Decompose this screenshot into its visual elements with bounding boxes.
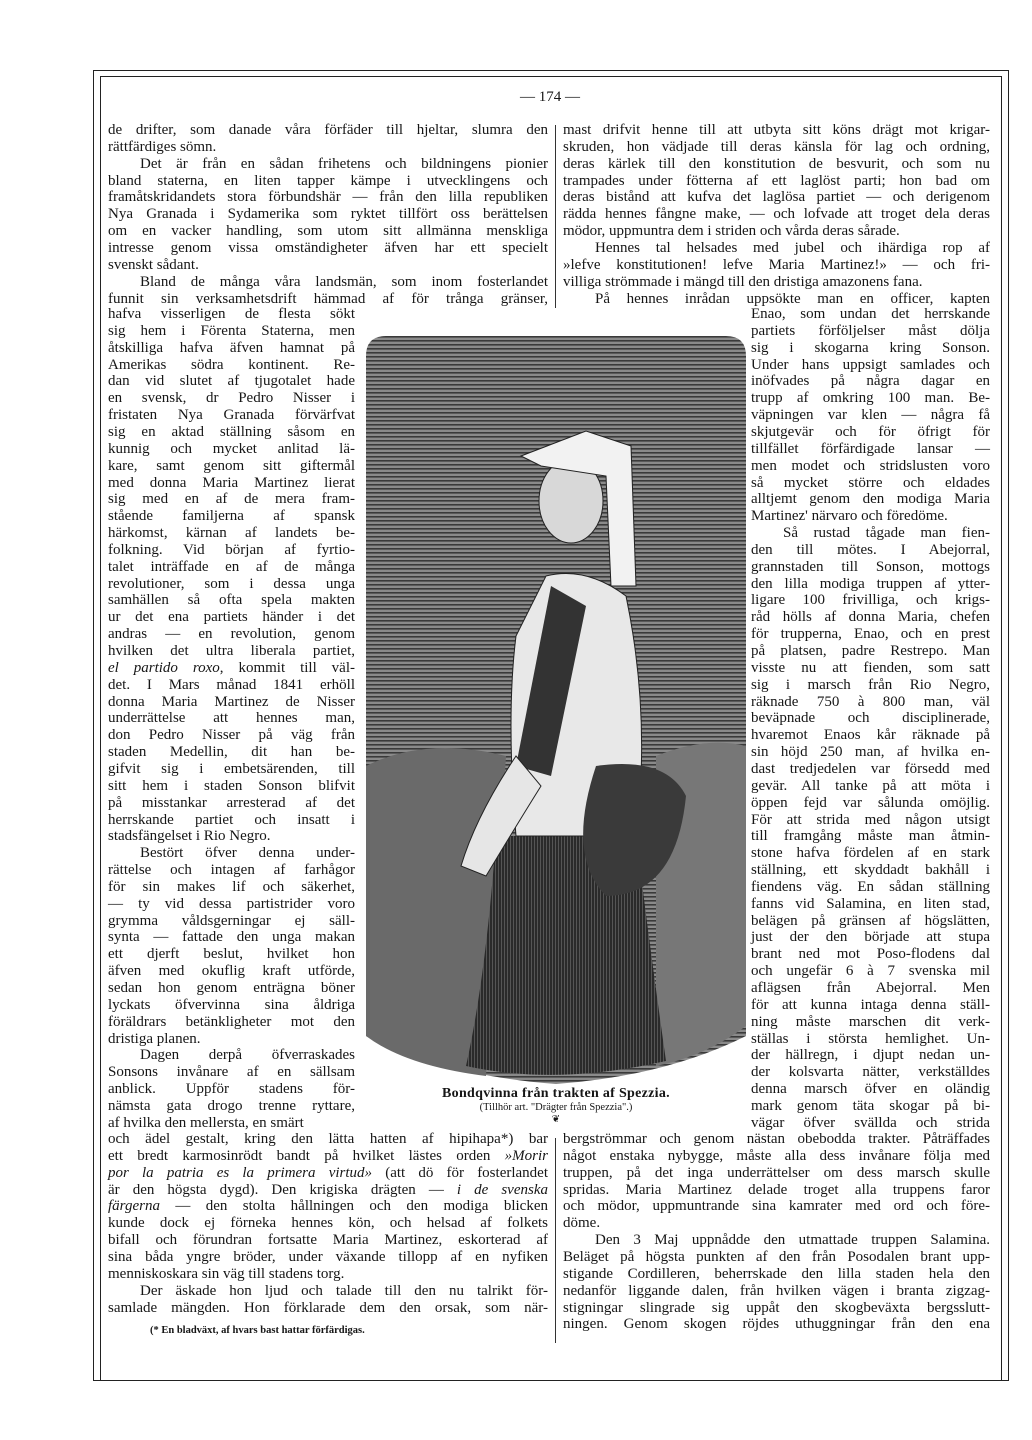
text-line: på platsen, padre Restrepo. Man [751,643,990,659]
text-line: trupp af omkring 100 man. Be- [751,390,990,407]
text-line: talet inträffade en af de många [108,558,355,575]
text-line: hvilken det ultra liberala partiet, [108,643,355,659]
text-line: folkning. Vid början af fyrtio- [108,541,355,558]
text-line: Martinez' närvaro och föredöme. [751,508,948,525]
text-line: rättelse och intagen af farhågor [108,862,355,879]
text-line: men modet och stridslusten voro [751,457,990,474]
frame-right-rule-inner [1001,76,1002,1381]
text-line: don Pedro Nisser på väg från [108,727,355,744]
text-line: deras kärlek till den konstitution de besvurit, och som nu [563,155,990,172]
text-line: Det är från en sådan frihetens och bildningens pionier [140,155,548,172]
text-line: de drifter, som danade våra förfäder till hjeltar, slumra den [108,122,548,138]
text-line: gifvit sig i embetsärenden, till [108,760,355,777]
text-line: just der den började att stupa [751,929,990,946]
text-line: nämsta gata drogo trenne ryttare, [108,1097,355,1114]
text-line: Hennes tal helsades med jubel och ihärdiga rop af [595,239,990,256]
text-line: Så rustad tågade man fien- [783,525,990,542]
text-line: för att kunna intaga denna ställ- [751,996,990,1013]
text-line: rättfärdiges sömn. [108,138,217,155]
text-line: brant ned mot Poso-flodens dal [751,946,990,963]
text-line: synta — fattade den unga makan [108,929,355,946]
text-line: gevär. All tanke på att möta i [751,777,990,794]
text-line: det. I Mars månad 1841 erhöll [108,676,355,693]
text-line: och mödor, uppmuntrande sina kamrater med ord och före- [563,1198,990,1215]
text-line: ställas i största hemlighet. Un- [751,1030,990,1047]
text-line: andras — en revolution, genom [108,626,355,643]
text-line: tillfället förfärdigade lansar — [751,440,990,457]
text-line: — ty vid dessa partistrider voro [108,895,355,912]
text-line: trampades under fötterna af ett laglöst parti; hon bad om [563,172,990,189]
text-line: aflägsen från Abejorral. Men [751,980,990,996]
text-line: sig en aktad ställning såsom en [108,423,355,440]
text-line: funnit sin verksamhetsdrift hämmad af för trånga gränser, [108,290,548,307]
text-line: dan vid slutet af tjugotalet hade [108,373,355,390]
text-line: På hennes inrådan uppsökte man en officer, kapten [595,290,990,307]
text-line: dristiga planen. [108,1030,201,1047]
text-line: spridas. Maria Martinez delade troget alla truppens faror [563,1181,990,1198]
text-line: åtskilliga hafva äfven hamnat på [108,339,355,356]
text-line: mödor, uppmuntra dem i striden och vårda deras sårade. [563,223,900,240]
frame-left-rule-inner [100,76,101,1381]
text-line: stigande Cordilleren, beherrskade den lilla staden hela den [563,1265,990,1282]
text-line: fanns vid Salamina, en liten stad, [751,895,990,912]
text-line: sin höjd 250 man, af hvilka en- [751,744,990,761]
text-line: rädda hennes fångne make, — och lofvade att troget dela deras [563,206,990,223]
text-line: och ädel gestalt, kring den lätta hatten af hipihapa*) bar [108,1131,548,1147]
text-line: der hällregn, i djupt nedan un- [751,1047,990,1064]
text-line: Beläget på högsta punkten af den från Posodalen brant upp- [563,1248,990,1265]
text-line: denna marsch öfver en oländig [751,1081,990,1098]
text-line: ett bredt karmosinrödt bandt på hvilket lästes orden »Morir [108,1147,548,1164]
text-line: Dagen derpå öfverraskades [140,1047,355,1064]
text-line: färgerna — den stolta hållningen och den modiga blicken [108,1198,548,1215]
text-line: för sin makes lif och säkerhet, [108,878,355,895]
text-line: väpningen var klen — några få [751,407,990,424]
text-line: stigningar slingrade sig uppåt den skogbeväxta bergsslutt- [563,1299,990,1316]
text-line: samhällen så ofta spela makten [108,592,355,609]
text-line: Bland de många våra landsmän, som inom fosterlandet [140,273,548,290]
text-line: stadsfängelset i Rio Negro. [108,828,271,845]
text-line: grannstaden till Sonson, mottogs [751,558,990,575]
text-line: härkomst, kärnan af landets be- [108,525,355,542]
text-line: För att strida med någon utsigt [751,811,990,828]
text-line: en svensk, dr Pedro Nisser i [108,390,355,407]
text-line: bergströmmar och genom nästan obebodda trakter. Påträffades [563,1131,990,1147]
text-line: stone hafva fördelen af en stark [751,845,990,862]
text-line: föräldrars betänkligheter mot den [108,1013,355,1030]
text-line: intresse genom vissa omständigheter äfven har ett specielt [108,239,548,256]
text-line: på misstankar arresterad af det [108,794,355,811]
text-line: el partido roxo, kommit till väl- [108,659,355,676]
text-line: med donna Maria Martinez lierat [108,474,355,491]
text-line: fristaten Nya Granada förvärfvat [108,407,355,424]
text-line: »lefve konstitutionen! lefve Maria Martinez!» — och fri- [563,256,990,273]
text-line: ett djerft beslut, hvilket hon [108,946,355,963]
text-line: hvaremot Enaos kår räknade på [751,727,990,744]
text-line: hafva visserligen de flesta sökt [108,306,355,322]
text-line: den lilla modiga truppen af ytter- [751,575,990,592]
frame-top-rule-inner [100,76,1002,77]
text-line: kare, samt genom sitt giftermål [108,457,355,474]
text-line: villiga strömmade i mängd till den dristiga amazonens fana. [563,273,923,290]
text-line: alltjemt genom den modiga Maria [751,491,990,508]
text-line: fiendens väg. En sådan ställning [751,878,990,895]
text-line: sitt hem i staden Sonson blifvit [108,777,355,794]
text-line: och ungefär 6 à 7 svenska mil [751,963,990,980]
text-line: ur det ena partiets händer i det [108,609,355,626]
text-line: af hvilka den mellersta, en smärt [108,1114,304,1131]
text-line: ning måste marschen dit verk- [751,1013,990,1030]
column-divider-bottom [555,1138,556,1343]
text-line: belägen på gränsen af högslätten, [751,912,990,929]
text-line: vägar öfver svällda och strida [751,1114,990,1131]
text-line: por la patria es la primera virtud» (att dö för fosterlandet [108,1164,548,1181]
frame-right-rule [1008,70,1009,1381]
text-line: partiets förföljelser måst dölja [751,322,990,339]
text-line: samlade mängden. Hon förklarade dem den orsak, som när- [108,1299,548,1316]
text-line: Amerikas södra kontinent. Re- [108,356,355,373]
text-line: om en vacker handling, som utom sitt allmänna menskliga [108,223,548,240]
text-line: kunde dock ej förneka hennes kön, och helsad af folkets [108,1215,548,1232]
text-line: öppen fejd var sålunda omöjlig. [751,794,990,811]
text-line: mark genom täta skogar på bi- [751,1097,990,1114]
text-line: bifall och förundran fortsatte Maria Martinez, eskorterad af [108,1232,548,1249]
column-divider-top [555,125,556,308]
text-line: der kolsvarta nätter, verkställdes [751,1064,990,1081]
text-line: Sonsons invånare af en sällsam [108,1064,355,1081]
text-line: Den 3 Maj uppnådde den utmattade truppen Salamina. [595,1232,990,1249]
text-line: skjutgevär och för öfrigt för [751,423,990,440]
text-line: Der äskade hon ljud och talade till den nu talrikt för- [140,1282,548,1299]
text-line: Bestört öfver denna under- [140,845,355,862]
text-line: sig i marsch från Rio Negro, [751,676,990,693]
text-line: svenskt sådant. [108,256,199,273]
frame-top-rule [93,70,1009,71]
text-line: mast drifvit henne till att utbyta sitt köns drägt mot krigar- [563,122,990,138]
text-line: ligare 100 frivilliga, och krigs- [751,592,990,609]
text-line: truppen, på det inga underrättelser om dess marsch skulle [563,1164,990,1181]
text-line: beväpnade och disciplinerade, [751,710,990,727]
text-line: donna Maria Martinez de Nisser [108,693,355,710]
text-line: deras bistånd att kufva det laglösa partiet — och derigenom [563,189,990,206]
engraving-peasant-woman [366,336,746,1088]
text-line: sig i skogarna kring Sonson. [751,339,990,356]
text-line: sedan hon genom enträgna böner [108,980,355,996]
text-line: för trupperna, Enao, och en prest [751,626,990,643]
text-line: råd hölls af donna Maria, chefen [751,609,990,626]
text-line: kunnig och mycket anlitad lä- [108,440,355,457]
illustration-caption: Bondqvinna från trakten af Spezzia. [442,1086,670,1101]
text-line: något enstaka nybygge, måste alla dess invånare följa med [563,1147,990,1164]
text-line: ningen. Genom skogen röjdes uthuggningar från den ena [563,1316,990,1333]
text-line: inöfvades på några dagar en [751,373,990,390]
frame-bottom-rule [93,1380,1009,1381]
text-line: äfven med okuflig kraft utförde, [108,963,355,980]
text-line: visste nu att fienden, som satt [751,659,990,676]
text-line: staden Medellin, dit han be- [108,744,355,761]
text-line: dast tredjedelen var försedd med [751,760,990,777]
text-line: Nya Granada i Sydamerika som ryktet tillfört oss berättelsen [108,206,548,223]
text-line: herrskande partiet och insatt i [108,811,355,828]
text-line: skruden, hon vädjade till deras känsla för lag och ordning, [563,138,990,155]
text-line: så mycket större och eldades [751,474,990,491]
text-line: sig hem i Förenta Staterna, men [108,322,355,339]
text-line: stående familjerna af spansk [108,508,355,525]
illustration-subcaption: (Tillhör art. "Drägter från Spezzia".) [479,1102,633,1113]
text-line: anblick. Uppför stadens för- [108,1081,355,1098]
text-line: är den högsta dygd). Den krigiska drägten — i de svenska [108,1181,548,1198]
text-line: menniskoskara sin väg till stadens torg. [108,1265,345,1282]
text-line: underrättelse att hennes man, [108,710,355,727]
text-line: sig med en af de mera fram- [108,491,355,508]
text-line: döme. [563,1215,601,1232]
frame-left-rule [93,70,94,1381]
text-line: grymma våldsgerningar ej säll- [108,912,355,929]
text-line: den till mötes. I Abejorral, [751,541,990,558]
page-number: — 174 — [520,89,580,105]
text-line: bland staterna, en liten tapper kämpe i utvecklingens och [108,172,548,189]
ornament-icon: ❦ [551,1114,561,1125]
text-line: sina båda yngre bröder, under växande tillopp af en nyfiken [108,1248,548,1265]
text-line: Under hans uppsigt samlades och [751,356,990,373]
footnote: (* En bladväxt, af hvars bast hattar förfärdigas. [150,1325,365,1336]
text-line: nedanför liggande dalen, från hvilken vägen i branta zigzag- [563,1282,990,1299]
text-line: Enao, som undan det herrskande [751,306,990,322]
text-line: framåtskridandets stora förbundshär — från den lilla republiken [108,189,548,206]
text-line: räknade 750 à 800 man, väl [751,693,990,710]
text-line: till framgång måste man åtmin- [751,828,990,845]
text-line: ställning, ett skyddadt bakhåll i [751,862,990,879]
text-line: revolutioner, som i dessa unga [108,575,355,592]
text-line: lyckats öfvervinna sina åldriga [108,996,355,1013]
